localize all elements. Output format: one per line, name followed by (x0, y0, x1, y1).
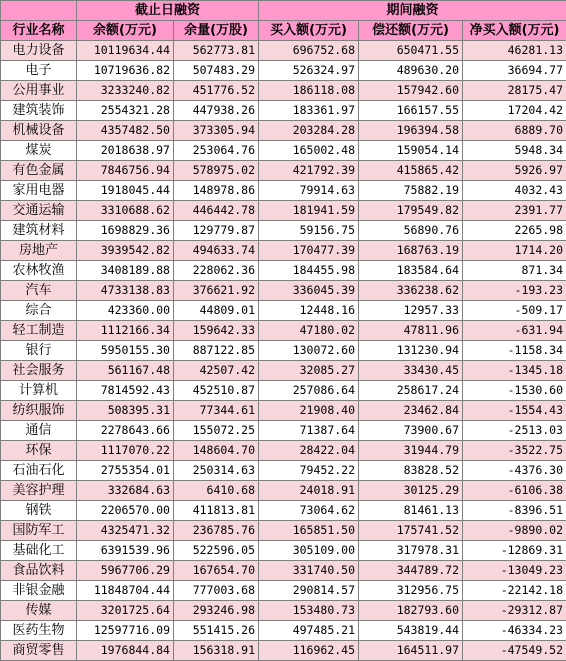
industry-cell: 商贸零售 (1, 641, 77, 661)
group-header-end-date-financing: 截止日融资 (77, 1, 259, 21)
repay-cell: 75882.19 (359, 181, 463, 201)
net-buy-cell: 2391.77 (463, 201, 566, 221)
balance-cell: 5967706.29 (77, 561, 174, 581)
buy-cell: 32085.27 (259, 361, 359, 381)
repay-cell: 81461.13 (359, 501, 463, 521)
buy-cell: 21908.40 (259, 401, 359, 421)
volume-cell: 156318.91 (174, 641, 259, 661)
net-buy-cell: 17204.42 (463, 101, 566, 121)
table-row (1, 461, 566, 481)
balance-cell: 3408189.88 (77, 261, 174, 281)
table-row (1, 41, 566, 61)
net-buy-cell: -12869.31 (463, 541, 566, 561)
volume-cell: 447938.26 (174, 101, 259, 121)
net-buy-cell: -193.23 (463, 281, 566, 301)
table-row (1, 61, 566, 81)
column-header-net-buy: 净买入额(万元) (463, 21, 566, 41)
balance-cell: 1112166.34 (77, 321, 174, 341)
table-row (1, 561, 566, 581)
volume-cell: 562773.81 (174, 41, 259, 61)
balance-cell: 1698829.36 (77, 221, 174, 241)
volume-cell: 494633.74 (174, 241, 259, 261)
repay-cell: 258617.24 (359, 381, 463, 401)
industry-cell: 电力设备 (1, 41, 77, 61)
repay-cell: 336238.62 (359, 281, 463, 301)
repay-cell: 168763.19 (359, 241, 463, 261)
balance-cell: 561167.48 (77, 361, 174, 381)
balance-cell: 5950155.30 (77, 341, 174, 361)
repay-cell: 159054.14 (359, 141, 463, 161)
net-buy-cell: -8396.51 (463, 501, 566, 521)
industry-cell: 交通运输 (1, 201, 77, 221)
table-row (1, 121, 566, 141)
buy-cell: 165002.48 (259, 141, 359, 161)
repay-cell: 31944.79 (359, 441, 463, 461)
buy-cell: 497485.21 (259, 621, 359, 641)
net-buy-cell: -631.94 (463, 321, 566, 341)
balance-cell: 423360.00 (77, 301, 174, 321)
volume-cell: 236785.76 (174, 521, 259, 541)
table-row (1, 221, 566, 241)
table-row (1, 581, 566, 601)
balance-cell: 4325471.32 (77, 521, 174, 541)
column-header-industry: 行业名称 (1, 21, 77, 41)
table-row (1, 201, 566, 221)
repay-cell: 56890.76 (359, 221, 463, 241)
buy-cell: 28422.04 (259, 441, 359, 461)
repay-cell: 312956.75 (359, 581, 463, 601)
repay-cell: 317978.31 (359, 541, 463, 561)
industry-cell: 家用电器 (1, 181, 77, 201)
volume-cell: 6410.68 (174, 481, 259, 501)
net-buy-cell: 5926.97 (463, 161, 566, 181)
buy-cell: 165851.50 (259, 521, 359, 541)
repay-cell: 489630.20 (359, 61, 463, 81)
volume-cell: 77344.61 (174, 401, 259, 421)
balance-cell: 4733138.83 (77, 281, 174, 301)
buy-cell: 153480.73 (259, 601, 359, 621)
net-buy-cell: -46334.23 (463, 621, 566, 641)
net-buy-cell: 6889.70 (463, 121, 566, 141)
industry-cell: 机械设备 (1, 121, 77, 141)
buy-cell: 116962.45 (259, 641, 359, 661)
volume-cell: 777003.68 (174, 581, 259, 601)
balance-cell: 3939542.82 (77, 241, 174, 261)
industry-cell: 轻工制造 (1, 321, 77, 341)
buy-cell: 59156.75 (259, 221, 359, 241)
net-buy-cell: 1714.20 (463, 241, 566, 261)
volume-cell: 578975.02 (174, 161, 259, 181)
volume-cell: 253064.76 (174, 141, 259, 161)
table-body (1, 41, 566, 661)
balance-cell: 1918045.44 (77, 181, 174, 201)
column-header-volume: 余量(万股) (174, 21, 259, 41)
industry-cell: 公用事业 (1, 81, 77, 101)
table-row (1, 141, 566, 161)
industry-cell: 非银金融 (1, 581, 77, 601)
net-buy-cell: -29312.87 (463, 601, 566, 621)
net-buy-cell: -22142.18 (463, 581, 566, 601)
table-row (1, 501, 566, 521)
net-buy-cell: 2265.98 (463, 221, 566, 241)
buy-cell: 47180.02 (259, 321, 359, 341)
net-buy-cell: -6106.38 (463, 481, 566, 501)
net-buy-cell: -9890.02 (463, 521, 566, 541)
buy-cell: 696752.68 (259, 41, 359, 61)
buy-cell: 24018.91 (259, 481, 359, 501)
industry-cell: 综合 (1, 301, 77, 321)
buy-cell: 336045.39 (259, 281, 359, 301)
balance-cell: 2018638.97 (77, 141, 174, 161)
net-buy-cell: 28175.47 (463, 81, 566, 101)
repay-cell: 344789.72 (359, 561, 463, 581)
table-row (1, 621, 566, 641)
repay-cell: 182793.60 (359, 601, 463, 621)
balance-cell: 3310688.62 (77, 201, 174, 221)
repay-cell: 47811.96 (359, 321, 463, 341)
table-row (1, 321, 566, 341)
net-buy-cell: -13049.23 (463, 561, 566, 581)
balance-cell: 1976844.84 (77, 641, 174, 661)
industry-cell: 环保 (1, 441, 77, 461)
table-row (1, 381, 566, 401)
net-buy-cell: 46281.13 (463, 41, 566, 61)
volume-cell: 228062.36 (174, 261, 259, 281)
repay-cell: 183584.64 (359, 261, 463, 281)
industry-cell: 社会服务 (1, 361, 77, 381)
balance-cell: 2755354.01 (77, 461, 174, 481)
volume-cell: 44809.01 (174, 301, 259, 321)
column-header-row (1, 21, 566, 41)
volume-cell: 451776.52 (174, 81, 259, 101)
table-row (1, 481, 566, 501)
buy-cell: 331740.50 (259, 561, 359, 581)
repay-cell: 131230.94 (359, 341, 463, 361)
industry-cell: 基础化工 (1, 541, 77, 561)
volume-cell: 148604.70 (174, 441, 259, 461)
industry-cell: 医药生物 (1, 621, 77, 641)
table-row (1, 81, 566, 101)
buy-cell: 79914.63 (259, 181, 359, 201)
buy-cell: 203284.28 (259, 121, 359, 141)
net-buy-cell: -4376.30 (463, 461, 566, 481)
volume-cell: 148978.86 (174, 181, 259, 201)
balance-cell: 2278643.66 (77, 421, 174, 441)
industry-cell: 传媒 (1, 601, 77, 621)
repay-cell: 12957.33 (359, 301, 463, 321)
repay-cell: 83828.52 (359, 461, 463, 481)
repay-cell: 23462.84 (359, 401, 463, 421)
industry-cell: 房地产 (1, 241, 77, 261)
volume-cell: 129779.87 (174, 221, 259, 241)
buy-cell: 79452.22 (259, 461, 359, 481)
column-header-balance: 余额(万元) (77, 21, 174, 41)
balance-cell: 7846756.94 (77, 161, 174, 181)
table-row (1, 641, 566, 661)
net-buy-cell: -1554.43 (463, 401, 566, 421)
balance-cell: 6391539.96 (77, 541, 174, 561)
header-blank (1, 1, 77, 21)
industry-cell: 有色金属 (1, 161, 77, 181)
volume-cell: 155072.25 (174, 421, 259, 441)
balance-cell: 3201725.64 (77, 601, 174, 621)
volume-cell: 250314.63 (174, 461, 259, 481)
balance-cell: 332684.63 (77, 481, 174, 501)
balance-cell: 10719636.82 (77, 61, 174, 81)
volume-cell: 376621.92 (174, 281, 259, 301)
repay-cell: 415865.42 (359, 161, 463, 181)
repay-cell: 166157.55 (359, 101, 463, 121)
net-buy-cell: -1158.34 (463, 341, 566, 361)
repay-cell: 73900.67 (359, 421, 463, 441)
buy-cell: 257086.64 (259, 381, 359, 401)
volume-cell: 159642.33 (174, 321, 259, 341)
industry-cell: 通信 (1, 421, 77, 441)
volume-cell: 507483.29 (174, 61, 259, 81)
buy-cell: 184455.98 (259, 261, 359, 281)
table-row (1, 281, 566, 301)
net-buy-cell: -1345.18 (463, 361, 566, 381)
repay-cell: 157942.60 (359, 81, 463, 101)
net-buy-cell: 36694.77 (463, 61, 566, 81)
column-header-buy: 买入额(万元) (259, 21, 359, 41)
table-row (1, 401, 566, 421)
industry-cell: 国防军工 (1, 521, 77, 541)
balance-cell: 11848704.44 (77, 581, 174, 601)
buy-cell: 186118.08 (259, 81, 359, 101)
repay-cell: 650471.55 (359, 41, 463, 61)
table-row (1, 181, 566, 201)
table-row (1, 161, 566, 181)
balance-cell: 12597716.09 (77, 621, 174, 641)
industry-cell: 汽车 (1, 281, 77, 301)
buy-cell: 526324.97 (259, 61, 359, 81)
column-header-repay: 偿还额(万元) (359, 21, 463, 41)
table-row (1, 361, 566, 381)
industry-cell: 食品饮料 (1, 561, 77, 581)
balance-cell: 2206570.00 (77, 501, 174, 521)
table-row (1, 101, 566, 121)
repay-cell: 33430.45 (359, 361, 463, 381)
industry-cell: 农林牧渔 (1, 261, 77, 281)
volume-cell: 551415.26 (174, 621, 259, 641)
balance-cell: 508395.31 (77, 401, 174, 421)
industry-cell: 银行 (1, 341, 77, 361)
repay-cell: 30125.29 (359, 481, 463, 501)
repay-cell: 543819.44 (359, 621, 463, 641)
volume-cell: 293246.98 (174, 601, 259, 621)
balance-cell: 1117070.22 (77, 441, 174, 461)
repay-cell: 164511.97 (359, 641, 463, 661)
buy-cell: 12448.16 (259, 301, 359, 321)
volume-cell: 373305.94 (174, 121, 259, 141)
volume-cell: 42507.42 (174, 361, 259, 381)
balance-cell: 3233240.82 (77, 81, 174, 101)
industry-cell: 钢铁 (1, 501, 77, 521)
group-header-row (1, 1, 566, 21)
industry-cell: 纺织服饰 (1, 401, 77, 421)
buy-cell: 183361.97 (259, 101, 359, 121)
buy-cell: 181941.59 (259, 201, 359, 221)
industry-cell: 计算机 (1, 381, 77, 401)
industry-cell: 电子 (1, 61, 77, 81)
table-row (1, 441, 566, 461)
table-row (1, 521, 566, 541)
net-buy-cell: -1530.60 (463, 381, 566, 401)
net-buy-cell: 4032.43 (463, 181, 566, 201)
industry-cell: 煤炭 (1, 141, 77, 161)
table-row (1, 301, 566, 321)
buy-cell: 71387.64 (259, 421, 359, 441)
buy-cell: 130072.60 (259, 341, 359, 361)
net-buy-cell: 5948.34 (463, 141, 566, 161)
net-buy-cell: -47549.52 (463, 641, 566, 661)
buy-cell: 305109.00 (259, 541, 359, 561)
industry-cell: 建筑装饰 (1, 101, 77, 121)
net-buy-cell: -2513.03 (463, 421, 566, 441)
balance-cell: 7814592.43 (77, 381, 174, 401)
balance-cell: 10119634.44 (77, 41, 174, 61)
volume-cell: 167654.70 (174, 561, 259, 581)
balance-cell: 2554321.28 (77, 101, 174, 121)
buy-cell: 421792.39 (259, 161, 359, 181)
industry-cell: 石油石化 (1, 461, 77, 481)
net-buy-cell: -3522.75 (463, 441, 566, 461)
table-row (1, 421, 566, 441)
net-buy-cell: -509.17 (463, 301, 566, 321)
industry-cell: 美容护理 (1, 481, 77, 501)
table-row (1, 241, 566, 261)
repay-cell: 175741.52 (359, 521, 463, 541)
volume-cell: 411813.81 (174, 501, 259, 521)
industry-cell: 建筑材料 (1, 221, 77, 241)
group-header-period-financing: 期间融资 (259, 1, 566, 21)
volume-cell: 446442.78 (174, 201, 259, 221)
table-row (1, 261, 566, 281)
table-row (1, 601, 566, 621)
buy-cell: 290814.57 (259, 581, 359, 601)
table-row (1, 341, 566, 361)
buy-cell: 73064.62 (259, 501, 359, 521)
volume-cell: 887122.85 (174, 341, 259, 361)
repay-cell: 179549.82 (359, 201, 463, 221)
volume-cell: 522596.05 (174, 541, 259, 561)
buy-cell: 170477.39 (259, 241, 359, 261)
repay-cell: 196394.58 (359, 121, 463, 141)
volume-cell: 452510.87 (174, 381, 259, 401)
table-row (1, 541, 566, 561)
balance-cell: 4357482.50 (77, 121, 174, 141)
net-buy-cell: 871.34 (463, 261, 566, 281)
